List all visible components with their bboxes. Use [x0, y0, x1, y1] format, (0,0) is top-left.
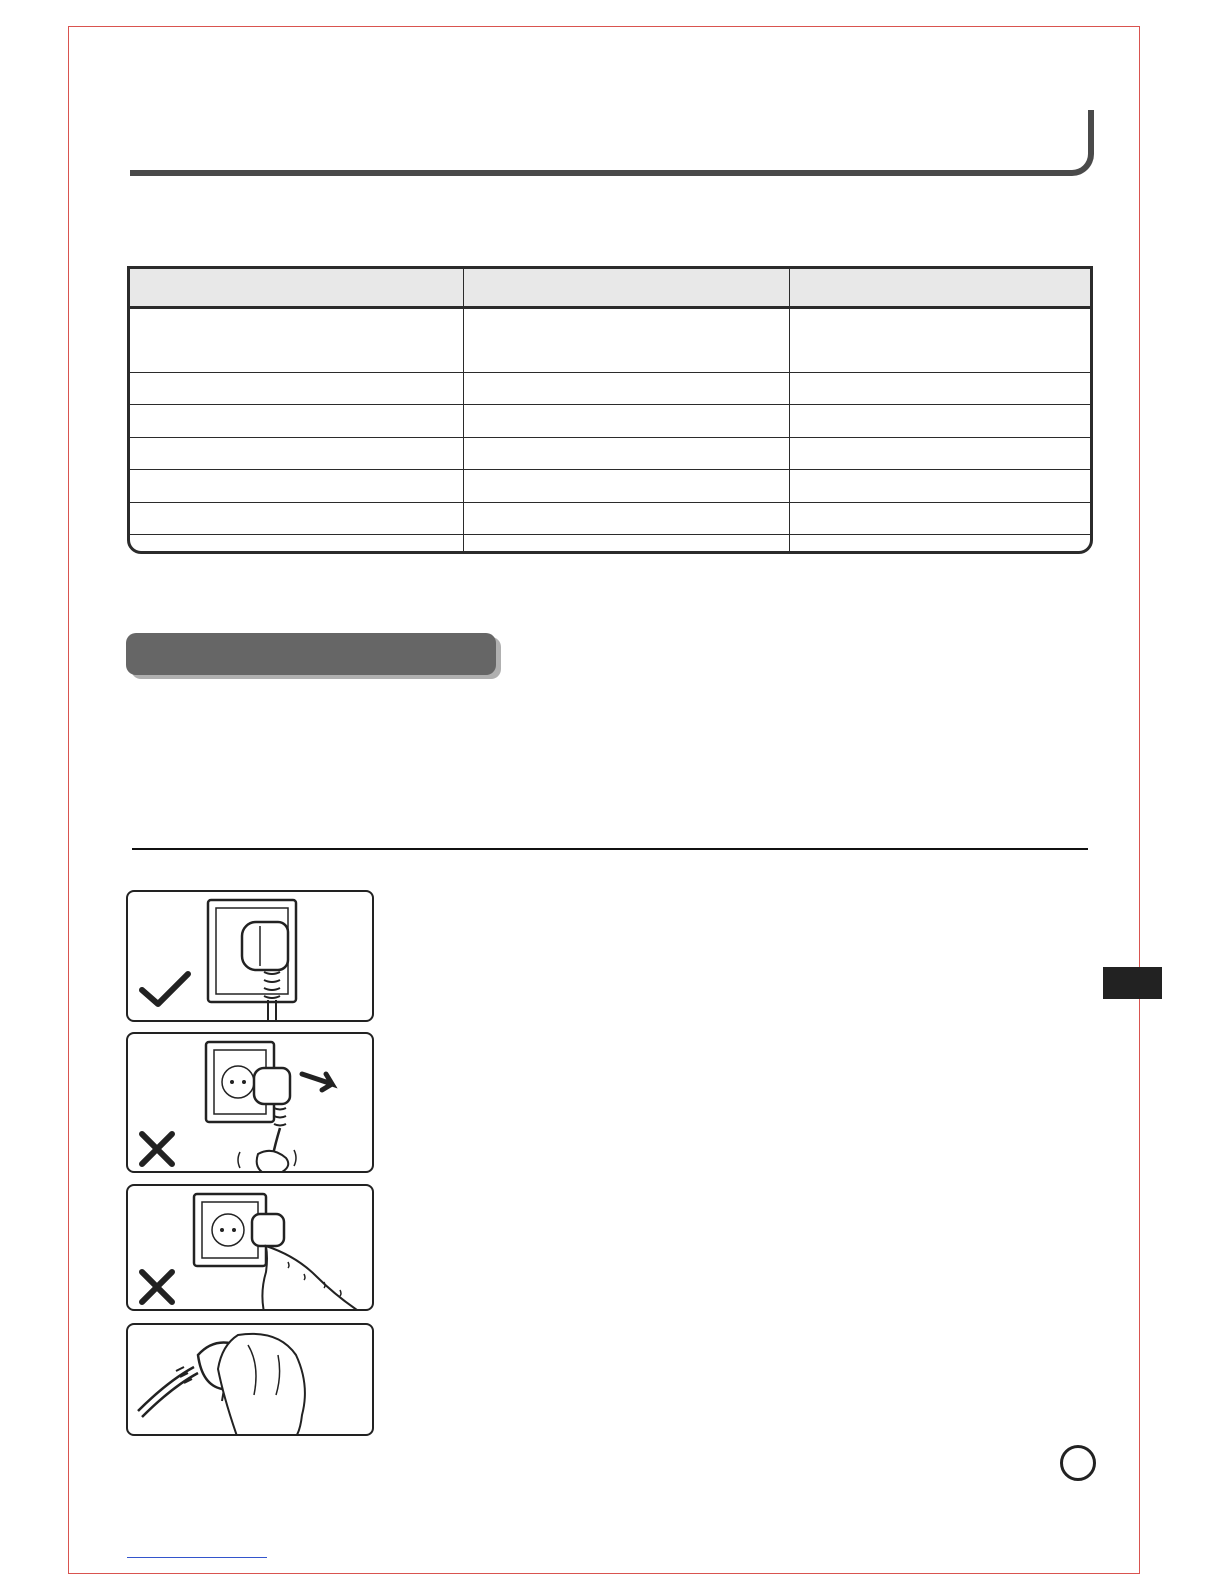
section-heading-bar [126, 633, 496, 675]
table-header-cell [464, 269, 790, 308]
table-cell [790, 372, 1091, 404]
table-cell [464, 372, 790, 404]
table-cell [790, 502, 1091, 534]
table-row [130, 405, 1090, 437]
illustration-plug-fully-inserted [126, 890, 374, 1022]
table-cell [464, 308, 790, 373]
table-row [130, 437, 1090, 469]
table-cell [130, 405, 464, 437]
table-header-row [130, 269, 1090, 308]
illustration-wet-hands-plug [126, 1184, 374, 1311]
table-row [130, 470, 1090, 502]
table-cell [790, 308, 1091, 373]
cross-icon [128, 1186, 374, 1311]
specification-table [127, 266, 1093, 554]
table-cell [464, 437, 790, 469]
table-cell [790, 437, 1091, 469]
table-cell [130, 308, 464, 373]
cross-icon [128, 1034, 374, 1173]
table-cell [130, 502, 464, 534]
table-cell [130, 372, 464, 404]
table-row [130, 502, 1090, 534]
footer-link-underline [127, 1557, 267, 1558]
illustration-pulling-by-cord [126, 1032, 374, 1173]
table-cell [790, 535, 1091, 551]
table-row [130, 308, 1090, 373]
table-cell [790, 405, 1091, 437]
table-header-cell [130, 269, 464, 308]
section-divider [132, 848, 1088, 850]
table-row [130, 535, 1090, 551]
plug-cleaning-cloth-illustration [128, 1325, 374, 1436]
table-cell [464, 502, 790, 534]
table-cell [130, 470, 464, 502]
table-header-cell [790, 269, 1091, 308]
check-icon [128, 892, 374, 1022]
table-cell [464, 535, 790, 551]
table-cell [130, 437, 464, 469]
table-cell [790, 470, 1091, 502]
table-row [130, 372, 1090, 404]
illustration-cleaning-plug [126, 1323, 374, 1436]
page-number-badge [1060, 1445, 1096, 1481]
table-cell [130, 535, 464, 551]
table-cell [464, 470, 790, 502]
table-cell [464, 405, 790, 437]
chapter-tab [1103, 967, 1162, 999]
page-title-rule [130, 110, 1094, 176]
